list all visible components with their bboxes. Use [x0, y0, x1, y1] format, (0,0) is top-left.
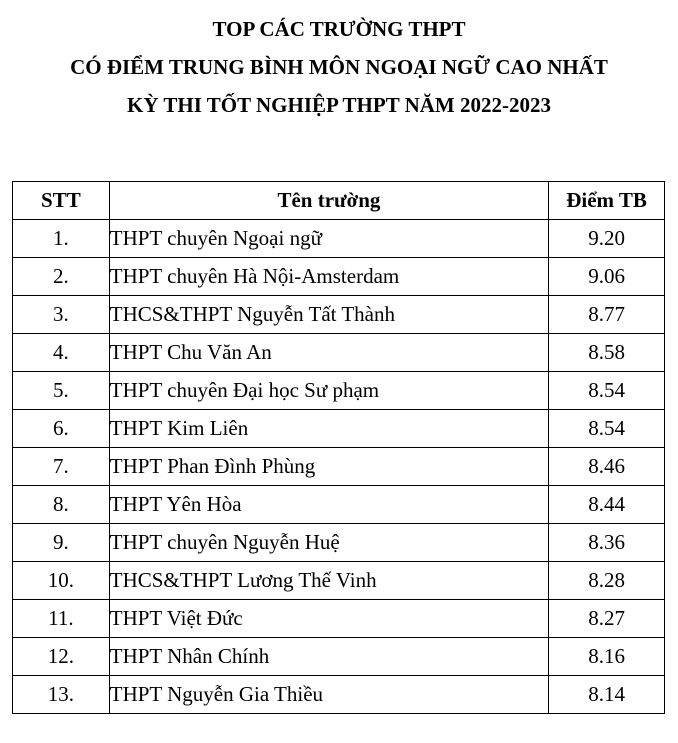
- row-school-name: THPT Chu Văn An: [109, 334, 548, 372]
- title-line-1: TOP CÁC TRƯỜNG THPT: [212, 17, 466, 41]
- row-school-name: THPT Nhân Chính: [109, 638, 548, 676]
- table-header-row: [13, 182, 665, 220]
- row-stt: 8.: [13, 486, 110, 524]
- row-school-name: THPT Việt Đức: [109, 600, 548, 638]
- row-stt: 1.: [13, 220, 110, 258]
- row-stt: 6.: [13, 410, 110, 448]
- row-average-score: 8.54: [549, 372, 665, 410]
- row-school-name: THPT Kim Liên: [109, 410, 548, 448]
- row-average-score: 8.14: [549, 676, 665, 714]
- row-stt: 3.: [13, 296, 110, 334]
- row-school-name: THPT Nguyễn Gia Thiều: [109, 676, 548, 714]
- table-row: [13, 296, 665, 334]
- row-average-score: 9.20: [549, 220, 665, 258]
- row-stt: 13.: [13, 676, 110, 714]
- row-stt: 12.: [13, 638, 110, 676]
- row-school-name: THPT chuyên Ngoại ngữ: [109, 220, 548, 258]
- header-school-name: Tên trường: [109, 182, 548, 220]
- row-school-name: THPT chuyên Hà Nội-Amsterdam: [109, 258, 548, 296]
- row-average-score: 8.28: [549, 562, 665, 600]
- title-line-2: CÓ ĐIỂM TRUNG BÌNH MÔN NGOẠI NGỮ CAO NHẤT: [70, 55, 608, 79]
- table-row: [13, 524, 665, 562]
- row-stt: 7.: [13, 448, 110, 486]
- table-row: [13, 562, 665, 600]
- row-stt: 2.: [13, 258, 110, 296]
- row-stt: 4.: [13, 334, 110, 372]
- row-school-name: THCS&THPT Lương Thế Vinh: [109, 562, 548, 600]
- table-row: [13, 410, 665, 448]
- table-row: [13, 258, 665, 296]
- school-ranking-table: [12, 181, 665, 714]
- row-average-score: 8.77: [549, 296, 665, 334]
- row-stt: 10.: [13, 562, 110, 600]
- table-row: [13, 448, 665, 486]
- row-school-name: THPT Yên Hòa: [109, 486, 548, 524]
- table-row: [13, 638, 665, 676]
- row-stt: 9.: [13, 524, 110, 562]
- header-stt: STT: [13, 182, 110, 220]
- row-average-score: 8.27: [549, 600, 665, 638]
- row-stt: 5.: [13, 372, 110, 410]
- row-average-score: 8.46: [549, 448, 665, 486]
- header-average-score: Điểm TB: [549, 182, 665, 220]
- row-average-score: 8.58: [549, 334, 665, 372]
- table-row: [13, 600, 665, 638]
- row-average-score: 9.06: [549, 258, 665, 296]
- table-row: [13, 676, 665, 714]
- table-row: [13, 334, 665, 372]
- title-line-3: KỲ THI TỐT NGHIỆP THPT NĂM 2022-2023: [127, 93, 551, 117]
- row-school-name: THPT Phan Đình Phùng: [109, 448, 548, 486]
- row-school-name: THPT chuyên Đại học Sư phạm: [109, 372, 548, 410]
- row-average-score: 8.44: [549, 486, 665, 524]
- row-school-name: THPT chuyên Nguyễn Huệ: [109, 524, 548, 562]
- table-row: [13, 486, 665, 524]
- row-stt: 11.: [13, 600, 110, 638]
- row-average-score: 8.16: [549, 638, 665, 676]
- row-average-score: 8.36: [549, 524, 665, 562]
- row-school-name: THCS&THPT Nguyễn Tất Thành: [109, 296, 548, 334]
- table-row: [13, 220, 665, 258]
- table-body: [13, 220, 665, 714]
- table-row: [13, 372, 665, 410]
- row-average-score: 8.54: [549, 410, 665, 448]
- document-title: [0, 0, 678, 124]
